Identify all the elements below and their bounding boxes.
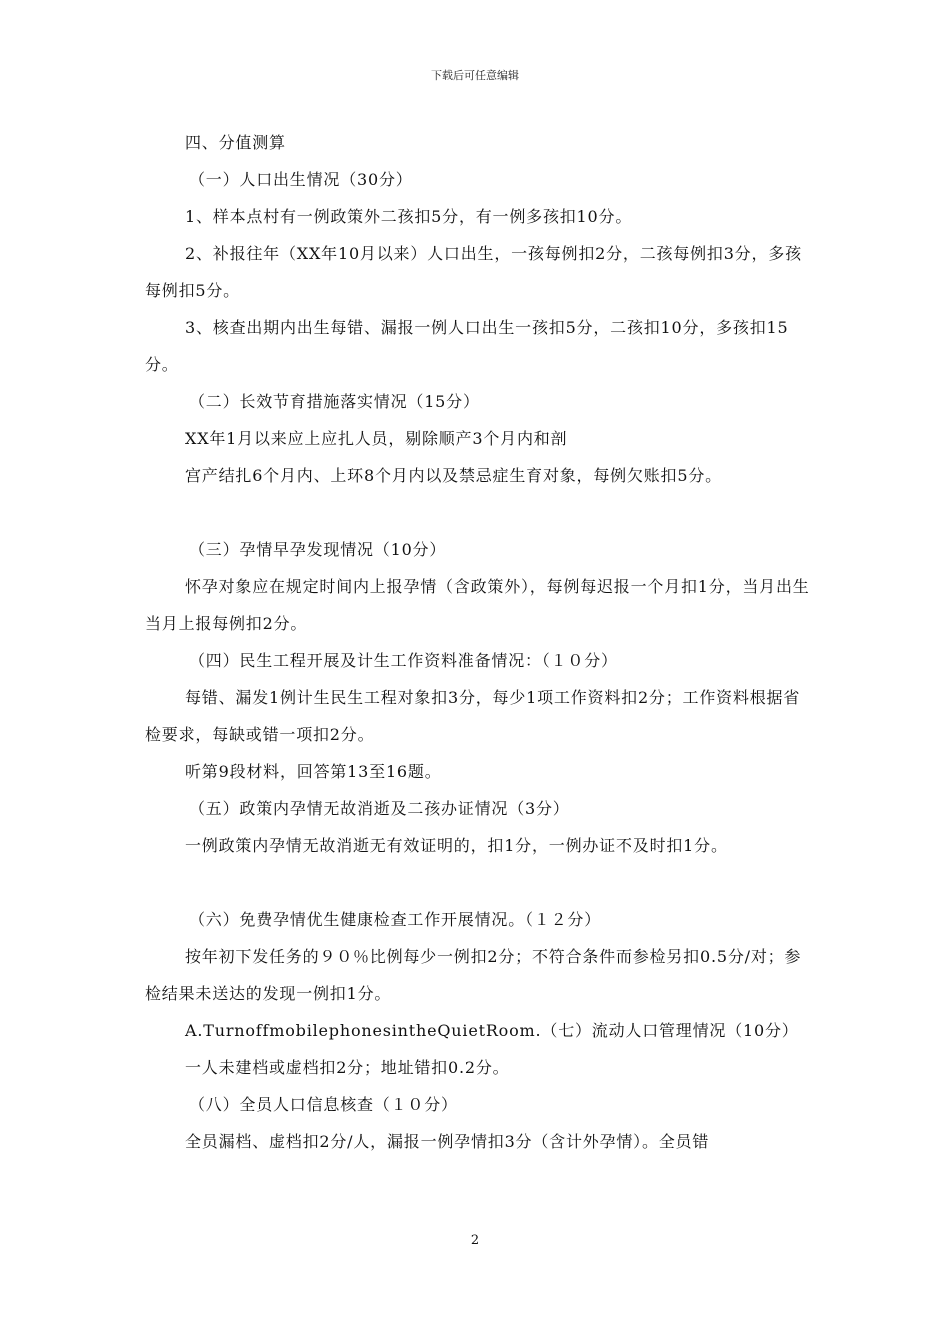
header-note: 下载后可任意编辑	[431, 69, 519, 82]
page-number: 2	[470, 1233, 480, 1248]
paragraph: 一例政策内孕情无故消逝无有效证明的，扣1分，一例办证不及时扣1分。	[185, 836, 728, 855]
paragraph: 宫产结扎6个月内、上环8个月内以及禁忌症生育对象，每例欠账扣5分。	[185, 466, 722, 485]
subsection-heading: （八）全员人口信息核查（１０分）	[189, 1095, 458, 1114]
paragraph: 听第9段材料，回答第13至16题。	[185, 762, 442, 781]
section-heading: 四、分值测算	[185, 133, 286, 152]
paragraph: 全员漏档、虚档扣2分/人，漏报一例孕情扣3分（含计外孕情）。全员错	[185, 1132, 710, 1151]
document-body	[145, 124, 810, 1160]
paragraph: A.TurnoffmobilephonesintheQuietRoom.（七）流动人口管理情况（10分）	[185, 1021, 799, 1040]
subsection-heading: （五）政策内孕情无故消逝及二孩办证情况（3分）	[189, 799, 570, 818]
paragraph: 3、核查出期内出生每错、漏报一例人口出生一孩扣5分，二孩扣10分，多孩扣15分。	[145, 318, 789, 374]
paragraph: 每错、漏发1例计生民生工程对象扣3分，每少1项工作资料扣2分；工作资料根据省检要求，每缺或错一项扣2分。	[145, 688, 801, 744]
paragraph: 2、补报往年（XX年10月以来）人口出生，一孩每例扣2分，二孩每例扣3分，多孩每例扣5分。	[145, 244, 802, 300]
paragraph: 1、样本点村有一例政策外二孩扣5分，有一例多孩扣10分。	[185, 207, 633, 226]
paragraph: XX年1月以来应上应扎人员，剔除顺产3个月内和剖	[185, 429, 568, 448]
paragraph: 一人未建档或虚档扣2分；地址错扣0.2分。	[185, 1058, 510, 1077]
paragraph: 按年初下发任务的９０％比例每少一例扣2分；不符合条件而参检另扣0.5分/对；参检结果未送达的发现一例扣1分。	[145, 947, 802, 1003]
blank-line	[145, 494, 810, 531]
blank-line	[145, 864, 810, 901]
paragraph: 怀孕对象应在规定时间内上报孕情（含政策外），每例每迟报一个月扣1分，当月出生当月上报每例扣2分。	[145, 577, 810, 633]
subsection-heading: （二）长效节育措施落实情况（15分）	[189, 392, 480, 411]
subsection-heading: （三）孕情早孕发现情况（10分）	[189, 540, 447, 559]
subsection-heading: （四）民生工程开展及计生工作资料准备情况：（１０分）	[189, 651, 618, 670]
subsection-heading: （一）人口出生情况（30分）	[189, 170, 413, 189]
subsection-heading: （六）免费孕情优生健康检查工作开展情况。（１２分）	[189, 910, 602, 929]
